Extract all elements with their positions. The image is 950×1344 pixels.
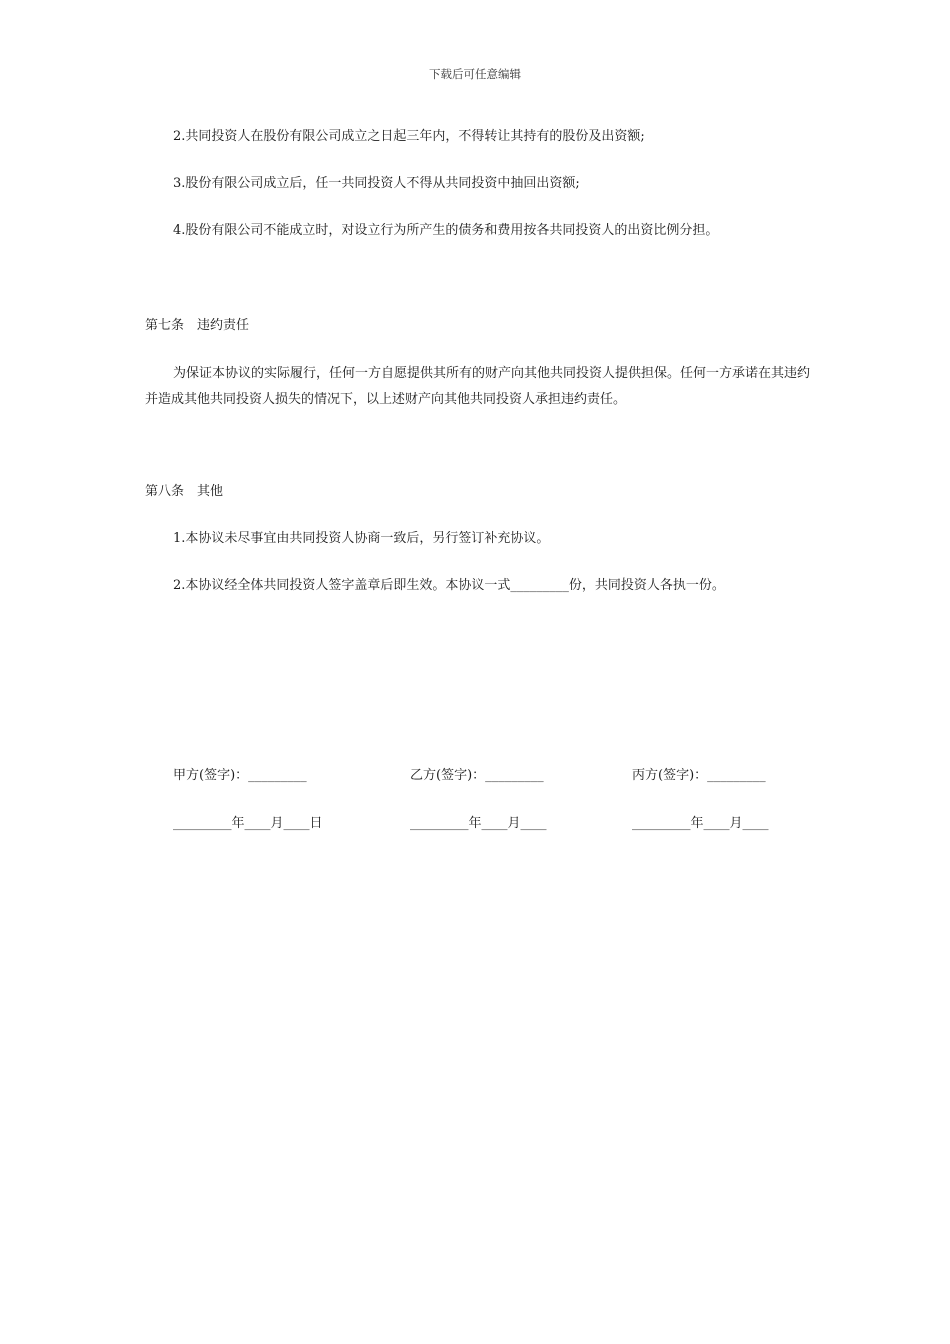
article6-item-2: 2.共同投资人在股份有限公司成立之日起三年内，不得转让其持有的股份及出资额; [173,129,645,144]
party-a-signature: 甲方(签字)：_________ [173,768,307,783]
party-b-signature: 乙方(签字)：_________ [410,768,544,783]
article6-item-3: 3.股份有限公司成立后，任一共同投资人不得从共同投资中抽回出资额; [173,176,580,191]
article7-heading: 第七条 违约责任 [145,318,250,333]
article7-body: 为保证本协议的实际履行，任何一方自愿提供其所有的财产向其他共同投资人提供担保。任何一方承诺在其违约并造成其他共同投资人损失的情况下，以上述财产向其他共同投资人承担违约责任。 [145,366,811,407]
party-c-signature: 丙方(签字)：_________ [632,768,766,783]
party-b-date: _________年____月____ [410,816,547,831]
article8-item-1: 1.本协议未尽事宜由共同投资人协商一致后，另行签订补充协议。 [173,531,550,546]
article6-item-4: 4.股份有限公司不能成立时，对设立行为所产生的债务和费用按各共同投资人的出资比例分担。 [173,223,719,238]
party-a-date: _________年____月____日 [173,816,323,831]
party-c-date: _________年____月____ [632,816,769,831]
article8-heading: 第八条 其他 [145,484,224,499]
article8-item-2: 2.本协议经全体共同投资人签字盖章后即生效。本协议一式_________份，共同投资人各执一份。 [173,578,725,593]
page-header: 下载后可任意编辑 [429,67,521,81]
